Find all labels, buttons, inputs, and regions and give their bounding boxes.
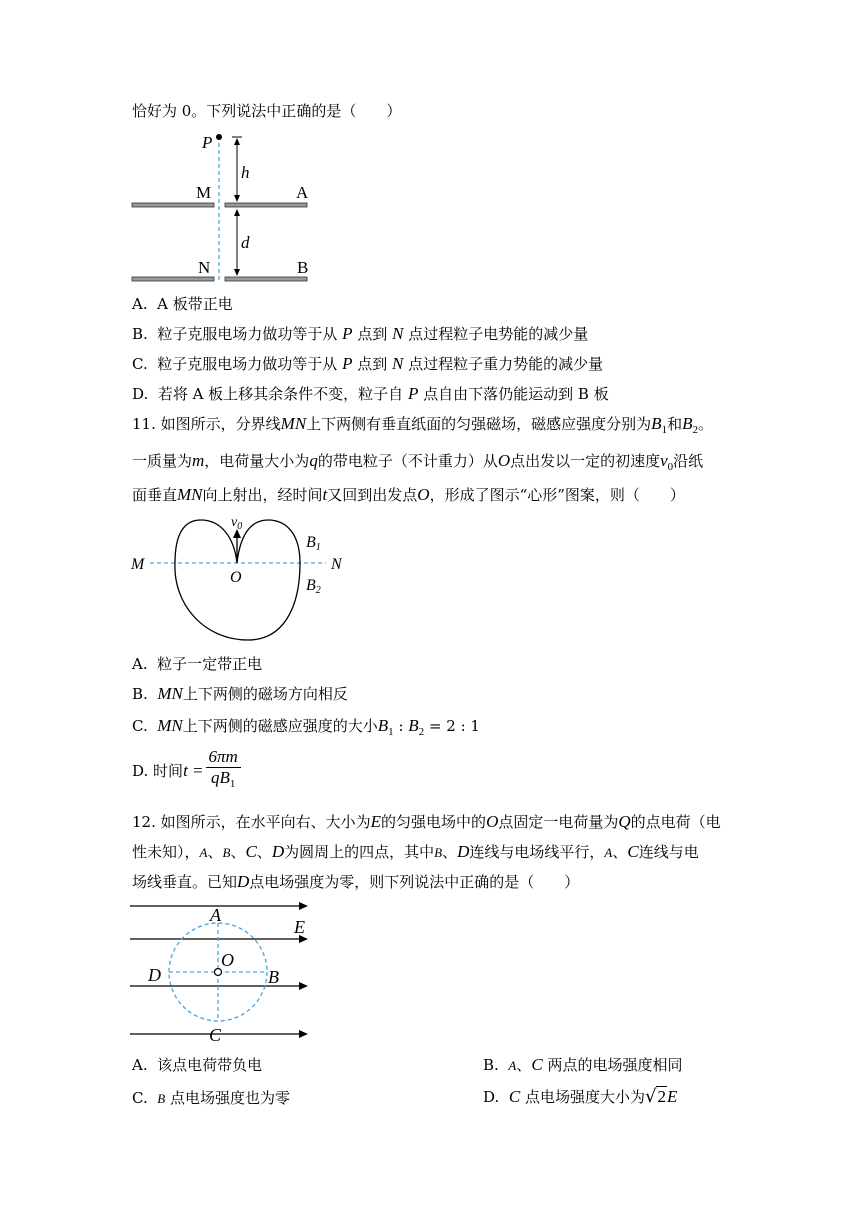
q12-option-a: A. 该点电荷带负电 <box>132 1056 263 1074</box>
q10-label-d: d <box>241 233 250 252</box>
q12-option-c: C. B 点电场强度也为零 <box>132 1089 291 1107</box>
q11-label-n: N <box>331 556 342 573</box>
q10-option-b: B. 粒子克服电场力做功等于从 P 点到 N 点过程粒子电势能的减少量 <box>132 324 589 343</box>
q10-label-h: h <box>241 163 250 182</box>
sqrt-symbol: √ <box>644 1086 657 1107</box>
q10-plate-m <box>132 203 214 207</box>
q12-label-a: A <box>210 905 221 925</box>
q11-figure-heart <box>128 508 358 646</box>
q11-stem-line1: 11. 如图所示，分界线MN上下两侧有垂直纸面的匀强磁场，磁感应强度分别为$B_1$和$B_2$。 <box>132 414 713 436</box>
q10-plate-b <box>225 277 307 281</box>
q12-label-c: C <box>209 1025 222 1045</box>
q10-plate-n <box>132 277 214 281</box>
q12-label-d: D <box>148 965 161 985</box>
q12-stem-line2: 性未知），A、B、C、D为圆周上的四点，其中B、D连线与电场线平行，A、C连线与电 <box>132 842 699 861</box>
q12-label-e: E <box>294 917 305 937</box>
q11-stem-line3: 面垂直MN向上射出，经时间t又回到出发点O，形成了图示“心形”图案，则（ ） <box>132 485 685 504</box>
q10-label-n: N <box>198 258 211 277</box>
q11-label-o: O <box>230 569 242 586</box>
q12-figure-field <box>128 898 314 1046</box>
q11-label-b2: B2 <box>306 577 321 596</box>
q10-option-d: D. 若将 A 板上移其余条件不变，粒子自 P 点自由下落仍能运动到 B 板 <box>132 384 609 403</box>
q10-label-a: A <box>296 183 309 202</box>
q12-stem-line3: 场线垂直。已知D点电场强度为零，则下列说法中正确的是（ ） <box>132 872 580 891</box>
q10-plate-a <box>225 203 307 207</box>
q11-option-a: A. 粒子一定带正电 <box>132 655 263 673</box>
q10-option-c: C. 粒子克服电场力做功等于从 P 点到 N 点过程粒子重力势能的减少量 <box>132 354 604 373</box>
q11-option-c: C. MN上下两侧的磁感应强度的大小$B_1$ : $B_2 = 2$ : 1 <box>132 716 480 738</box>
q12-option-b: B. A、C 两点的电场强度相同 <box>483 1055 683 1074</box>
q11-label-v0: $v_0$ <box>231 515 243 532</box>
q11-option-d: D. 时间t = $\frac{6\pi m}{qB_1}$ <box>132 748 241 793</box>
q10-option-a: A. A 板带正电 <box>132 295 233 313</box>
q10-point-p <box>216 134 222 140</box>
q12-stem-line1: 12. 如图所示，在水平向右、大小为E的匀强电场中的O点固定一电荷量为Q的点电荷（电 <box>132 812 721 831</box>
q12-label-b: B <box>268 967 279 987</box>
q11-option-b: B. MN上下两侧的磁场方向相反 <box>132 684 348 703</box>
q10-stem-tail: 恰好为 0。下列说法中正确的是（ ） <box>132 102 402 120</box>
q12-label-o: O <box>221 950 234 970</box>
q10-label-b: B <box>297 258 309 277</box>
q12-option-d: D. C 点电场强度大小为√2E <box>483 1086 678 1107</box>
q11-label-m: M <box>131 556 145 573</box>
q11-stem-line2: 一质量为m，电荷量大小为q的带电粒子（不计重力）从O点出发以一定的初速度$v_0$沿纸 <box>132 451 704 473</box>
q10-label-p: P <box>202 133 213 152</box>
q10-label-m: M <box>196 183 212 202</box>
q10-figure-capacitor <box>128 130 318 285</box>
q11-label-b1: B1 <box>306 534 321 553</box>
